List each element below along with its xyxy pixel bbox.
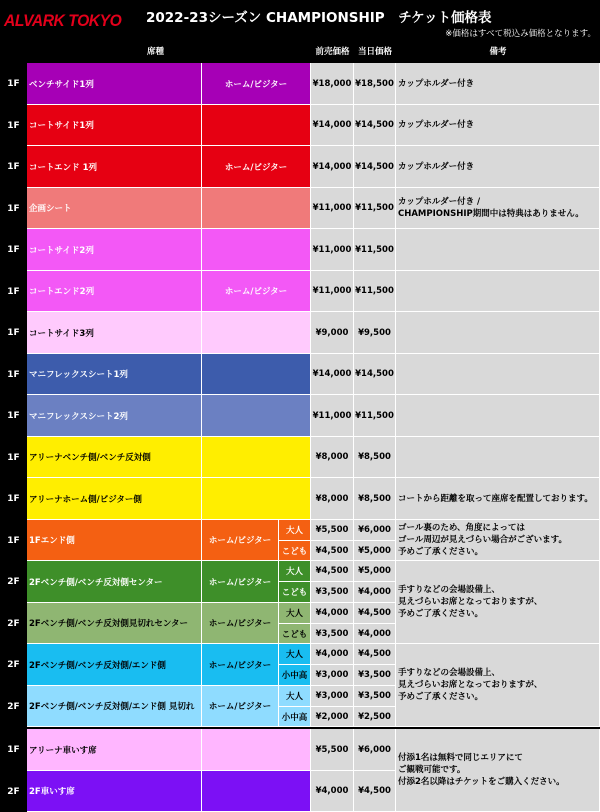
remark: 手すりなどの会場設備上、 見えづらいお席となっておりますが、 予めご了承ください。	[396, 644, 600, 727]
remark	[396, 271, 600, 312]
seat-name: 2Fベンチ側/ベンチ反対側センター	[27, 561, 202, 603]
dayof-price: ¥11,500	[354, 188, 396, 229]
remark: コートから距離を取って座席を配置しております。	[396, 478, 600, 520]
side-label	[202, 771, 311, 812]
dayof-price: ¥4,000	[354, 624, 396, 644]
col-header-remarks: 備考	[396, 42, 600, 63]
floor-label: 1F	[0, 520, 27, 561]
dayof-price: ¥6,000	[354, 520, 396, 541]
team-logo: ALVARK TOKYO	[4, 11, 122, 30]
advance-price: ¥4,000	[311, 603, 354, 624]
seat-name: アリーナ車いす席	[27, 729, 202, 771]
floor-label: 1F	[0, 146, 27, 188]
floor-label: 2F	[0, 603, 27, 644]
dayof-price: ¥11,500	[354, 271, 396, 312]
advance-price: ¥11,000	[311, 271, 354, 312]
remark: ゴール裏のため、角度によっては ゴール周辺が見えづらい場合がございます。 予めご了承ください。	[396, 520, 600, 561]
side-label	[202, 395, 311, 437]
dayof-price: ¥4,000	[354, 582, 396, 603]
dayof-price: ¥4,500	[354, 771, 396, 812]
dayof-price: ¥5,000	[354, 561, 396, 582]
floor-label: 2F	[0, 561, 27, 603]
remark: カップホルダー付き / CHAMPIONSHIP期間中は特典はありません。	[396, 188, 600, 229]
seat-name: コートエンド 1列	[27, 146, 202, 188]
dayof-price: ¥8,500	[354, 437, 396, 478]
advance-price: ¥9,000	[311, 312, 354, 354]
side-label: ホーム/ビジター	[202, 561, 279, 603]
side-label	[202, 354, 311, 395]
side-label	[202, 437, 311, 478]
floor-label: 1F	[0, 395, 27, 437]
seat-name: コートサイド1列	[27, 105, 202, 146]
advance-price: ¥5,500	[311, 729, 354, 771]
page-title: 2022-23シーズン CHAMPIONSHIP チケット価格表	[146, 10, 492, 26]
side-label: ホーム/ビジター	[202, 686, 279, 727]
side-label: ホーム/ビジター	[202, 603, 279, 644]
advance-price: ¥4,500	[311, 541, 354, 561]
advance-price: ¥8,000	[311, 437, 354, 478]
seat-name: 1Fエンド側	[27, 520, 202, 561]
seat-name: 2Fベンチ側/ベンチ反対側/エンド側	[27, 644, 202, 686]
dayof-price: ¥14,500	[354, 354, 396, 395]
side-label: ホーム/ビジター	[202, 63, 311, 105]
tax-note: ※価格はすべて税込み価格となります。	[445, 29, 596, 39]
floor-label: 1F	[0, 271, 27, 312]
age-label-adult: 大人	[279, 603, 311, 624]
remark	[396, 437, 600, 478]
advance-price: ¥3,000	[311, 686, 354, 707]
remark: カップホルダー付き	[396, 146, 600, 188]
seat-name: コートサイド2列	[27, 229, 202, 271]
seat-name: アリーナホーム側/ビジター側	[27, 478, 202, 520]
side-label	[202, 188, 311, 229]
dayof-price: ¥2,500	[354, 707, 396, 727]
dayof-price: ¥14,500	[354, 146, 396, 188]
dayof-price: ¥8,500	[354, 478, 396, 520]
dayof-price: ¥18,500	[354, 63, 396, 105]
advance-price: ¥18,000	[311, 63, 354, 105]
advance-price: ¥11,000	[311, 229, 354, 271]
side-label: ホーム/ビジター	[202, 644, 279, 686]
dayof-price: ¥3,500	[354, 665, 396, 686]
advance-price: ¥11,000	[311, 188, 354, 229]
seat-name: マニフレックスシート1列	[27, 354, 202, 395]
advance-price: ¥4,000	[311, 644, 354, 665]
remark	[396, 229, 600, 271]
floor-label: 2F	[0, 686, 27, 727]
col-header-advance: 前売価格	[311, 42, 354, 63]
remark	[396, 312, 600, 354]
age-label-adult: 大人	[279, 520, 311, 541]
advance-price: ¥4,500	[311, 561, 354, 582]
seat-name: 企画シート	[27, 188, 202, 229]
remark: カップホルダー付き	[396, 105, 600, 146]
floor-label: 1F	[0, 63, 27, 105]
seat-name: 2Fベンチ側/ベンチ反対側/エンド側 見切れ	[27, 686, 202, 727]
floor-label: 1F	[0, 105, 27, 146]
advance-price: ¥3,500	[311, 624, 354, 644]
advance-price: ¥3,000	[311, 665, 354, 686]
advance-price: ¥5,500	[311, 520, 354, 541]
dayof-price: ¥11,500	[354, 229, 396, 271]
floor-label: 2F	[0, 644, 27, 686]
side-label: ホーム/ビジター	[202, 520, 279, 561]
floor-label: 1F	[0, 478, 27, 520]
age-label-child: こども	[279, 582, 311, 603]
floor-label: 1F	[0, 312, 27, 354]
dayof-price: ¥4,500	[354, 644, 396, 665]
side-label	[202, 312, 311, 354]
dayof-price: ¥11,500	[354, 395, 396, 437]
remark: 付添1名は無料で同じエリアにて ご観戦可能です。 付添2名以降はチケットをご購入ください。	[396, 729, 600, 812]
advance-price: ¥4,000	[311, 771, 354, 812]
dayof-price: ¥6,000	[354, 729, 396, 771]
side-label	[202, 105, 311, 146]
floor-label: 1F	[0, 354, 27, 395]
floor-label: 1F	[0, 437, 27, 478]
dayof-price: ¥9,500	[354, 312, 396, 354]
advance-price: ¥3,500	[311, 582, 354, 603]
age-label-child: こども	[279, 624, 311, 644]
dayof-price: ¥14,500	[354, 105, 396, 146]
age-label-adult: 大人	[279, 644, 311, 665]
col-header-dayof: 当日価格	[354, 42, 396, 63]
advance-price: ¥2,000	[311, 707, 354, 727]
seat-name: マニフレックスシート2列	[27, 395, 202, 437]
floor-label: 1F	[0, 229, 27, 271]
side-label	[202, 729, 311, 771]
col-header-seat: 席種	[0, 42, 311, 63]
advance-price: ¥14,000	[311, 105, 354, 146]
advance-price: ¥14,000	[311, 354, 354, 395]
seat-name: 2F車いす席	[27, 771, 202, 812]
floor-label: 2F	[0, 771, 27, 812]
remark: 手すりなどの会場設備上、 見えづらいお席となっておりますが、 予めご了承ください。	[396, 561, 600, 644]
seat-name: コートエンド2列	[27, 271, 202, 312]
advance-price: ¥8,000	[311, 478, 354, 520]
floor-label: 1F	[0, 188, 27, 229]
remark	[396, 354, 600, 395]
age-label-adult: 大人	[279, 686, 311, 707]
header	[0, 0, 600, 42]
advance-price: ¥14,000	[311, 146, 354, 188]
seat-name: コートサイド3列	[27, 312, 202, 354]
side-label: ホーム/ビジター	[202, 146, 311, 188]
seat-name: ベンチサイド1列	[27, 63, 202, 105]
age-label-child: 小中高	[279, 707, 311, 727]
floor-label: 1F	[0, 729, 27, 771]
dayof-price: ¥5,000	[354, 541, 396, 561]
remark	[396, 395, 600, 437]
side-label: ホーム/ビジター	[202, 271, 311, 312]
age-label-child: 小中高	[279, 665, 311, 686]
dayof-price: ¥3,500	[354, 686, 396, 707]
advance-price: ¥11,000	[311, 395, 354, 437]
seat-name: アリーナベンチ側/ベンチ反対側	[27, 437, 202, 478]
side-label	[202, 229, 311, 271]
dayof-price: ¥4,500	[354, 603, 396, 624]
seat-name: 2Fベンチ側/ベンチ反対側見切れセンター	[27, 603, 202, 644]
side-label	[202, 478, 311, 520]
remark: カップホルダー付き	[396, 63, 600, 105]
age-label-adult: 大人	[279, 561, 311, 582]
age-label-child: こども	[279, 541, 311, 561]
